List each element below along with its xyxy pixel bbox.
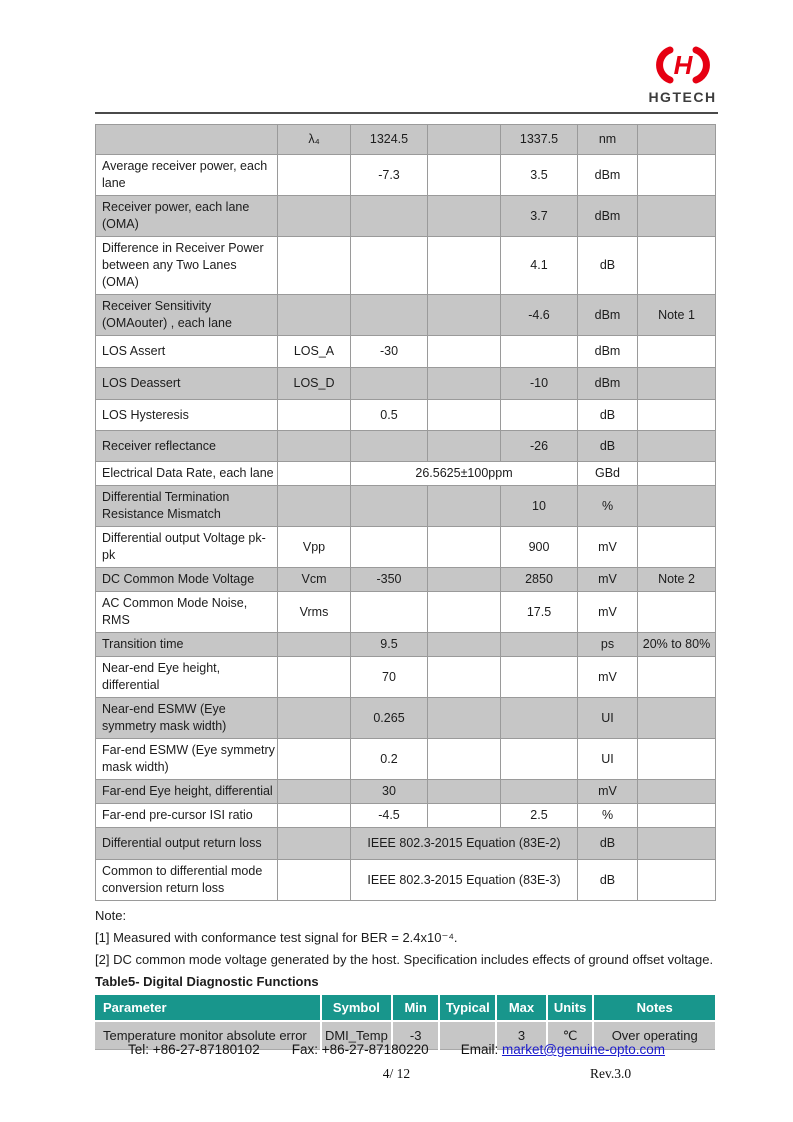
ddf-header-units: Units xyxy=(548,995,593,1020)
param-cell: Electrical Data Rate, each lane xyxy=(96,462,278,486)
max-cell: 900 xyxy=(501,527,578,568)
notes-cell xyxy=(638,804,716,828)
spec-row xyxy=(96,698,716,739)
ddf-min-cell: -3 xyxy=(393,1022,439,1049)
symbol-cell: λ₄ xyxy=(278,125,351,155)
units-cell: dB xyxy=(578,237,638,295)
symbol-cell xyxy=(278,486,351,527)
spec-row xyxy=(96,860,716,901)
ddf-notes-cell: Over operating xyxy=(594,1022,715,1049)
min-cell xyxy=(351,196,428,237)
page-header xyxy=(0,0,793,119)
min-cell xyxy=(351,527,428,568)
max-cell: -10 xyxy=(501,368,578,400)
page-number: 4/ 12 xyxy=(382,1066,411,1081)
max-cell xyxy=(501,633,578,657)
spec-row xyxy=(96,568,716,592)
notes-cell xyxy=(638,237,716,295)
max-cell xyxy=(501,698,578,739)
typical-cell xyxy=(428,527,501,568)
notes-cell xyxy=(638,592,716,633)
min-cell xyxy=(351,592,428,633)
typical-cell xyxy=(428,568,501,592)
ddf-header-max: Max xyxy=(497,995,546,1020)
notes-cell xyxy=(638,739,716,780)
spec-row xyxy=(96,237,716,295)
param-cell xyxy=(96,125,278,155)
spec-row xyxy=(96,739,716,780)
notes-cell xyxy=(638,400,716,431)
max-cell: -4.6 xyxy=(501,295,578,336)
notes-cell xyxy=(638,657,716,698)
notes-cell: Note 2 xyxy=(638,568,716,592)
revision-label: Rev.3.0 xyxy=(590,1066,632,1081)
symbol-cell xyxy=(278,295,351,336)
ddf-param-cell: Temperature monitor absolute error xyxy=(95,1022,320,1049)
symbol-cell xyxy=(278,657,351,698)
span-value-cell: IEEE 802.3-2015 Equation (83E-2) xyxy=(351,828,578,860)
notes-cell xyxy=(638,368,716,400)
units-cell: % xyxy=(578,486,638,527)
param-cell: Far-end Eye height, differential xyxy=(96,780,278,804)
notes-cell xyxy=(638,698,716,739)
notes-cell: Note 1 xyxy=(638,295,716,336)
typical-cell xyxy=(428,336,501,368)
typical-cell xyxy=(428,486,501,527)
min-cell: -30 xyxy=(351,336,428,368)
units-cell: GBd xyxy=(578,462,638,486)
param-cell: Far-end ESMW (Eye symmetry mask width) xyxy=(96,739,278,780)
units-cell: dBm xyxy=(578,196,638,237)
notes-cell xyxy=(638,431,716,462)
symbol-cell: Vpp xyxy=(278,527,351,568)
symbol-cell xyxy=(278,400,351,431)
max-cell: -26 xyxy=(501,431,578,462)
max-cell xyxy=(501,657,578,698)
spec-row xyxy=(96,804,716,828)
symbol-cell xyxy=(278,828,351,860)
spec-row xyxy=(96,633,716,657)
svg-text:H: H xyxy=(673,50,692,80)
note-item: [1] Measured with conformance test signal for BER = 2.4x10⁻⁴. xyxy=(95,930,458,945)
param-cell: Receiver reflectance xyxy=(96,431,278,462)
param-cell: Average receiver power, each lane xyxy=(96,155,278,196)
fax-text: Fax: +86-27-87180220 xyxy=(291,1042,429,1057)
span-value-cell: IEEE 802.3-2015 Equation (83E-3) xyxy=(351,860,578,901)
symbol-cell xyxy=(278,633,351,657)
symbol-cell: LOS_D xyxy=(278,368,351,400)
spec-row xyxy=(96,486,716,527)
param-cell: AC Common Mode Noise, RMS xyxy=(96,592,278,633)
symbol-cell xyxy=(278,739,351,780)
param-cell: Common to differential mode conversion return loss xyxy=(96,860,278,901)
spec-row xyxy=(96,828,716,860)
notes-cell xyxy=(638,336,716,368)
hgtech-logo xyxy=(645,42,720,105)
min-cell: 9.5 xyxy=(351,633,428,657)
typical-cell xyxy=(428,368,501,400)
logo-wordmark: HGTECH xyxy=(648,89,717,105)
symbol-cell xyxy=(278,804,351,828)
typical-cell xyxy=(428,295,501,336)
param-cell: Receiver Sensitivity (OMAouter) , each lane xyxy=(96,295,278,336)
param-cell: Near-end ESMW (Eye symmetry mask width) xyxy=(96,698,278,739)
units-cell: mV xyxy=(578,568,638,592)
units-cell: dB xyxy=(578,860,638,901)
typical-cell xyxy=(428,804,501,828)
symbol-cell xyxy=(278,431,351,462)
spec-row xyxy=(96,657,716,698)
notes-cell xyxy=(638,155,716,196)
max-cell: 2850 xyxy=(501,568,578,592)
symbol-cell xyxy=(278,196,351,237)
units-cell: mV xyxy=(578,592,638,633)
span-value-cell: 26.5625±100ppm xyxy=(351,462,578,486)
units-cell: dBm xyxy=(578,368,638,400)
symbol-cell: Vcm xyxy=(278,568,351,592)
typical-cell xyxy=(428,125,501,155)
param-cell: Differential output Voltage pk-pk xyxy=(96,527,278,568)
ddf-header-notes: Notes xyxy=(594,995,715,1020)
symbol-cell xyxy=(278,860,351,901)
spec-row xyxy=(96,295,716,336)
typical-cell xyxy=(428,431,501,462)
spec-row xyxy=(96,196,716,237)
ddf-header-symbol: Symbol xyxy=(322,995,391,1020)
note-item: [2] DC common mode voltage generated by the host. Specification includes effects of ground offset voltage. xyxy=(95,952,714,967)
symbol-cell xyxy=(278,462,351,486)
min-cell: 30 xyxy=(351,780,428,804)
notes-cell: 20% to 80% xyxy=(638,633,716,657)
max-cell: 3.7 xyxy=(501,196,578,237)
max-cell xyxy=(501,400,578,431)
units-cell: UI xyxy=(578,739,638,780)
units-cell: dB xyxy=(578,431,638,462)
notes-cell xyxy=(638,125,716,155)
min-cell xyxy=(351,431,428,462)
param-cell: Transition time xyxy=(96,633,278,657)
ddf-header-typical: Typical xyxy=(440,995,495,1020)
notes-cell xyxy=(638,780,716,804)
param-cell: Receiver power, each lane (OMA) xyxy=(96,196,278,237)
ddf-symbol-cell: DMI_Temp xyxy=(322,1022,391,1049)
param-cell: Differential output return loss xyxy=(96,828,278,860)
ddf-header-min: Min xyxy=(393,995,439,1020)
typical-cell xyxy=(428,698,501,739)
notes-cell xyxy=(638,828,716,860)
min-cell: 1324.5 xyxy=(351,125,428,155)
spec-row xyxy=(96,400,716,431)
max-cell: 4.1 xyxy=(501,237,578,295)
notes-cell xyxy=(638,860,716,901)
units-cell: UI xyxy=(578,698,638,739)
typical-cell xyxy=(428,780,501,804)
symbol-cell: LOS_A xyxy=(278,336,351,368)
min-cell xyxy=(351,486,428,527)
units-cell: ps xyxy=(578,633,638,657)
typical-cell xyxy=(428,237,501,295)
max-cell: 3.5 xyxy=(501,155,578,196)
spec-row xyxy=(96,527,716,568)
ddf-units-cell: ℃ xyxy=(548,1022,593,1049)
max-cell: 10 xyxy=(501,486,578,527)
units-cell: dBm xyxy=(578,295,638,336)
typical-cell xyxy=(428,196,501,237)
symbol-cell xyxy=(278,698,351,739)
typical-cell xyxy=(428,739,501,780)
ddf-header-parameter: Parameter xyxy=(95,995,320,1020)
ddf-header-row xyxy=(95,995,715,1020)
min-cell xyxy=(351,295,428,336)
param-cell: LOS Deassert xyxy=(96,368,278,400)
units-cell: mV xyxy=(578,780,638,804)
min-cell: 0.2 xyxy=(351,739,428,780)
spec-table-body xyxy=(96,125,716,901)
param-cell: Difference in Receiver Power between any Two Lanes (OMA) xyxy=(96,237,278,295)
max-cell: 1337.5 xyxy=(501,125,578,155)
typical-cell xyxy=(428,633,501,657)
units-cell: mV xyxy=(578,657,638,698)
spec-row xyxy=(96,125,716,155)
min-cell xyxy=(351,237,428,295)
spec-row xyxy=(96,431,716,462)
header-divider xyxy=(95,112,718,114)
units-cell: dB xyxy=(578,828,638,860)
symbol-cell xyxy=(278,237,351,295)
units-cell: dBm xyxy=(578,155,638,196)
typical-cell xyxy=(428,400,501,431)
typical-cell xyxy=(428,155,501,196)
notes-section xyxy=(95,905,720,971)
min-cell: 0.5 xyxy=(351,400,428,431)
notes-cell xyxy=(638,527,716,568)
table5-title: Table5- Digital Diagnostic Functions xyxy=(95,974,319,989)
symbol-cell xyxy=(278,780,351,804)
max-cell xyxy=(501,780,578,804)
spec-row xyxy=(96,462,716,486)
min-cell: -7.3 xyxy=(351,155,428,196)
min-cell: -350 xyxy=(351,568,428,592)
min-cell: -4.5 xyxy=(351,804,428,828)
spec-row xyxy=(96,336,716,368)
spec-table xyxy=(95,124,716,901)
notes-label: Note: xyxy=(95,908,127,923)
min-cell: 70 xyxy=(351,657,428,698)
spec-row xyxy=(96,780,716,804)
units-cell: nm xyxy=(578,125,638,155)
spec-row xyxy=(96,368,716,400)
email-group xyxy=(461,1042,665,1057)
spec-row xyxy=(96,592,716,633)
max-cell xyxy=(501,336,578,368)
param-cell: Far-end pre-cursor ISI ratio xyxy=(96,804,278,828)
hgtech-logo-icon xyxy=(654,42,712,88)
footer-contact xyxy=(0,1042,793,1057)
notes-cell xyxy=(638,486,716,527)
units-cell: mV xyxy=(578,527,638,568)
units-cell: dBm xyxy=(578,336,638,368)
notes-cell xyxy=(638,462,716,486)
min-cell: 0.265 xyxy=(351,698,428,739)
param-cell: Near-end Eye height, differential xyxy=(96,657,278,698)
param-cell: LOS Assert xyxy=(96,336,278,368)
ddf-max-cell: 3 xyxy=(497,1022,546,1049)
param-cell: Differential Termination Resistance Mismatch xyxy=(96,486,278,527)
min-cell xyxy=(351,368,428,400)
notes-cell xyxy=(638,196,716,237)
symbol-cell: Vrms xyxy=(278,592,351,633)
spec-row xyxy=(96,155,716,196)
typical-cell xyxy=(428,657,501,698)
email-link[interactable]: market@genuine-opto.com xyxy=(501,1042,666,1057)
param-cell: DC Common Mode Voltage xyxy=(96,568,278,592)
units-cell: % xyxy=(578,804,638,828)
max-cell: 2.5 xyxy=(501,804,578,828)
email-label: Email: xyxy=(460,1042,499,1057)
typical-cell xyxy=(428,592,501,633)
symbol-cell xyxy=(278,155,351,196)
param-cell: LOS Hysteresis xyxy=(96,400,278,431)
units-cell: dB xyxy=(578,400,638,431)
max-cell: 17.5 xyxy=(501,592,578,633)
max-cell xyxy=(501,739,578,780)
tel-text: Tel: +86-27-87180102 xyxy=(127,1042,260,1057)
